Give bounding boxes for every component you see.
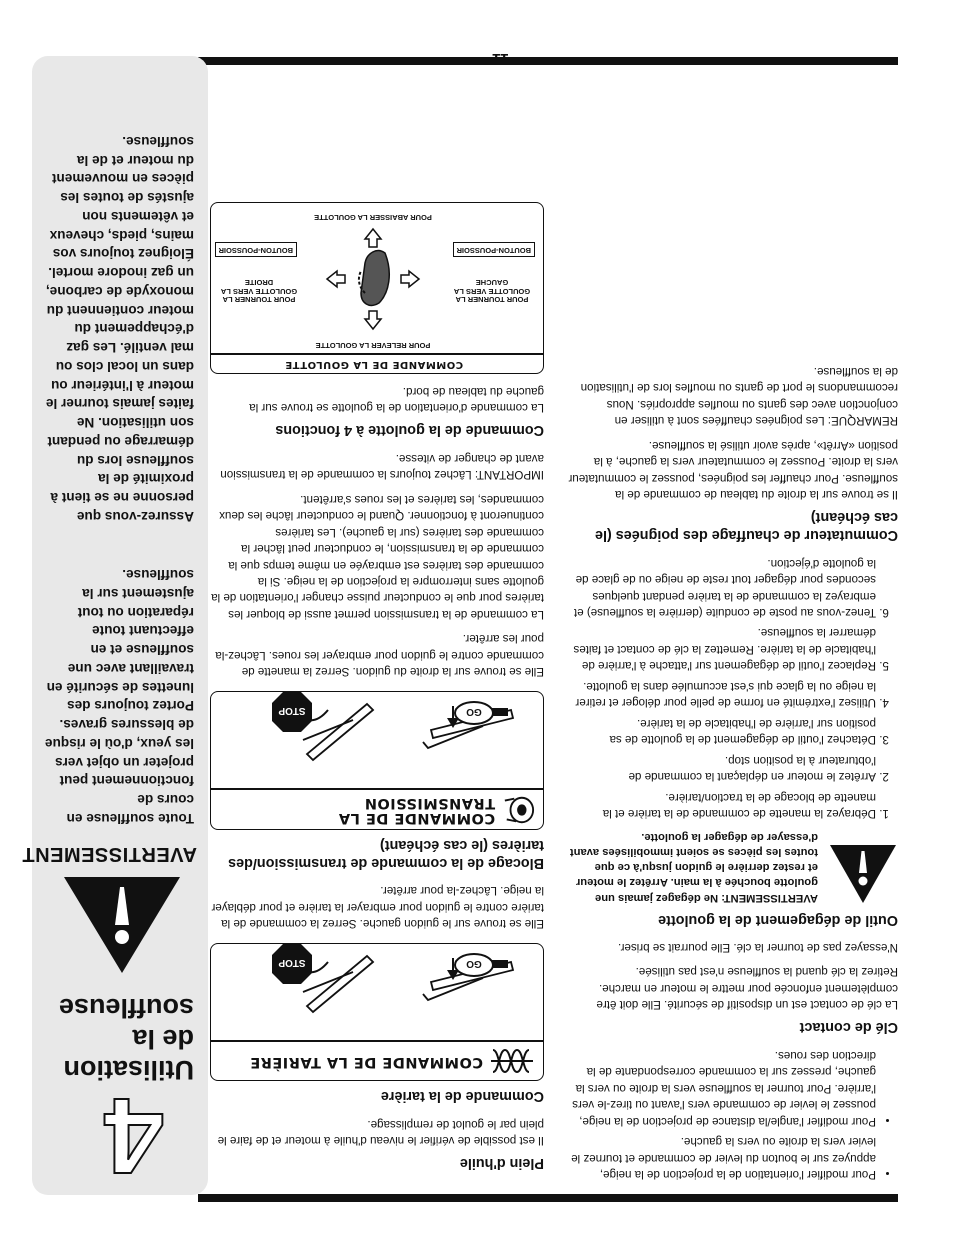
warning-text-1: Toute souffleuse en cours de fonctionnement peut projeter un objet vers les yeux, d'où le risque de blessures graves. Portez toujours des lunettes de sécurité en travaillant avec une souffleuse et en effectuant toute réparation ou tout ajustement sur la souffleuse. xyxy=(44,567,194,826)
chapter-number: 4 xyxy=(103,1076,164,1197)
chute-lever-icon xyxy=(323,225,423,333)
warning-triangle-icon xyxy=(62,875,182,975)
list-item: • Pour modifier l'orientation de la projection de la neige, appuyez sur le bouton du levier de commande et tournez le levier vers la droite ou vers la gauche. xyxy=(568,1133,876,1182)
clearing-warning-text: AVERTISSEMENT: Ne dégagez jamais une goulotte bouchée à la main. Arrêtez le moteur et restez derrière le guidon jusqu'à ce que toutes les pièces se soient immobilisées avant d'essayer de dégager la goulotte. xyxy=(569,831,818,904)
go-sign xyxy=(453,952,495,978)
figure-header xyxy=(211,788,543,828)
clearing-warning xyxy=(568,829,898,905)
stop-label: STOP xyxy=(278,957,306,969)
bottom-rule xyxy=(198,57,898,65)
list-item: 3. Détachez l'outil de dégagement de la goulotte de sa position sur l'arrière de l'habitacle de la tarière. xyxy=(568,714,876,747)
figure-header xyxy=(211,353,543,374)
chute-control-text: La commande d'orientation de la goulotte se trouve sur la gauche du tableau de bord. xyxy=(249,384,544,415)
lock-heading: Blocage de la commande de transmission/des tarières (le cas échéant) xyxy=(228,836,544,871)
stop-sign-icon xyxy=(271,943,313,985)
list-item: 6. Tenez-vous au poste de conduite (derrière la souffleuse) et embrayez la commande de la tarière pendant quelques secondes pour dégager tout reste de neige ou de glace de la goulotte d'éjection. xyxy=(568,554,876,620)
list-item: 5. Replacez l'outil de dégagement sur l'attache à l'arrière de l'habitacle de la tarière. Remettez la clé de contact et faites démarrer la souffleuse. xyxy=(568,624,876,673)
clearing-steps xyxy=(568,554,898,821)
auger-control-figure xyxy=(210,943,544,1081)
chute-right-label: POUR TOURNER LA GOULOTTE VERS LA DROITE xyxy=(220,278,298,304)
stop-sign-icon xyxy=(271,691,313,733)
auger-icon xyxy=(489,1046,535,1076)
warning-text-2: Assurez-vous que personne ne se tient à proximité de la souffleuse lors du démarrage ou pendant son utilisation. Ne faites jamais tourner le moteur à l'intérieur ou dans un local clos ou mal ventilé. Les gaz d'échappement du moteur contiennent du monoxyde de carbone, un gaz inodore mortel. Éloignez toujours vos mains, pieds, cheveux et vêtements non ajustés de toutes les pièces en mouvement du moteur et de la souffleuse. xyxy=(45,134,194,524)
column-left xyxy=(568,355,898,1182)
figure-title: COMMANDE DE LA TARIÈRE xyxy=(249,1053,483,1070)
chute-left-label: POUR TOURNER LA GOULOTTE VERS LA GAUCHE xyxy=(453,278,531,304)
top-rule xyxy=(198,1194,898,1202)
heated-grips-note: REMARQUE: Les poignées chauffées sont à utiliser en conjonction avec des gants ou moufles appropriés. Nous recommandons le port de gants ou moufles lors de l'utilisation de la souffleuse. xyxy=(580,365,898,428)
chute-up-label: POUR RELEVER LA GOULOTTE xyxy=(315,341,431,350)
clearing-tool-heading: Outil de dégagement de la goulotte xyxy=(658,911,898,928)
go-label: GO xyxy=(466,958,482,970)
list-item: • Pour modifier l'angle/la distance de projection de la neige, poussez le levier de commande vers l'avant ou tirez-le vers l'arrière. Pour tourner la souffleuse vers la droite ou vers la gauche, pressez sur la commande correspondante de la direction des roues. xyxy=(568,1046,876,1128)
go-sign xyxy=(453,700,495,726)
figure-body xyxy=(211,203,543,353)
figure-title: COMMANDE DE LA GOULOTTE xyxy=(284,359,464,371)
heated-grips-heading: Commutateur de chauffage des poignées (le cas échéant) xyxy=(594,509,898,544)
list-item: 1. Débrayez la manette de commande de la tarière et la manette de blocage de la traction/tarière. xyxy=(568,788,876,821)
stop-label: STOP xyxy=(278,705,306,717)
list-item: 4. Utilisez l'extrémité en forme de pelle pour déloger et retirer la neige ou la glace qui s'est accumulée dans la goulotte. xyxy=(568,677,876,710)
key-note: N'essayez pas de tourner la clé. Elle pourrait se briser. xyxy=(618,941,898,955)
wheel-icon xyxy=(501,795,535,825)
figure-body xyxy=(211,944,543,1040)
figure-title: COMMANDE DE LA TRANSMISSION xyxy=(338,794,496,826)
key-heading: Clé de contact xyxy=(799,1019,898,1036)
push-button-tag: BOUTON-POUSSOIR xyxy=(453,242,535,257)
warning-title: AVERTISSEMENT xyxy=(21,843,197,865)
chute-control-heading: Commande de la goulotte à 4 fonctions xyxy=(275,422,544,439)
column-right xyxy=(210,190,544,1182)
chute-bullet-list xyxy=(568,1046,898,1182)
heated-grips-text: Il se trouve sur la droite du tableau de commande de la souffleuse. Pour chauffer les poignées, poussez le commutateur vers la droite. Poussez le commutateur vers la gauche, à la position «Arrêt», après avoir utilisé la souffleuse. xyxy=(568,438,898,502)
chute-control-figure xyxy=(210,202,544,375)
push-button-tag: BOUTON-POUSSOIR xyxy=(215,242,297,257)
go-label: GO xyxy=(466,706,482,718)
key-text: La clé de contact est un dispositif de sécurité. Elle doit être complètement enfoncée pour mettre le moteur en marche. Retirez la clé quand la souffleuse n'est pas utilisée. xyxy=(596,965,898,1012)
lock-text: La commande de la transmission permet aussi de bloquer les tarières pour que le conducteur puisse changer l'orientation de la goulotte sans interrompre la projection de la neige. Si la commande des tarières est embrayée en même temps que la commande de la transmission, le conducteur peut lâcher la commande des tarières (sur la gauche). Les tarières continueront à fonctionner. Quand le conducteur lâche les deux commandes, les tarières et les roues s'arrêtent. xyxy=(211,492,544,621)
figure-header xyxy=(211,1040,543,1080)
chapter-title: Utilisation de la souffleuse xyxy=(58,992,194,1085)
chute-down-label: POUR ABAISSER LA GOULOTTE xyxy=(314,213,432,222)
figure-body xyxy=(211,692,543,788)
auger-text: Elle se trouve sur le guidon gauche. Serrez la commande de la tarière contre le guidon pour embrayer la tarière et pour déblayer la neige. Lâchez-la pour arrêter. xyxy=(211,884,544,931)
transmission-text: Elle se trouve sur la droite du guidon. Serrez la manette de commande contre le guidon pour embrayer les roues. Lâchez-la pour les arrêter. xyxy=(215,632,544,679)
transmission-control-figure xyxy=(210,691,544,829)
oil-heading: Plein d'huile xyxy=(459,1155,544,1171)
auger-heading: Commande de la tarière xyxy=(380,1088,544,1105)
list-item: 2. Arrêtez le moteur en déplaçant la commande de l'obturateur à la position stop. xyxy=(568,751,876,784)
important-note: IMPORTANT: Lâchez toujours la commande de la transmission avant de changer de vitesse. xyxy=(220,451,544,482)
warning-triangle-icon xyxy=(828,843,898,905)
oil-text: Il est possible de vérifier le niveau d'huile à moteur et de faire le plein par le goulot de remplissage. xyxy=(217,1117,544,1147)
